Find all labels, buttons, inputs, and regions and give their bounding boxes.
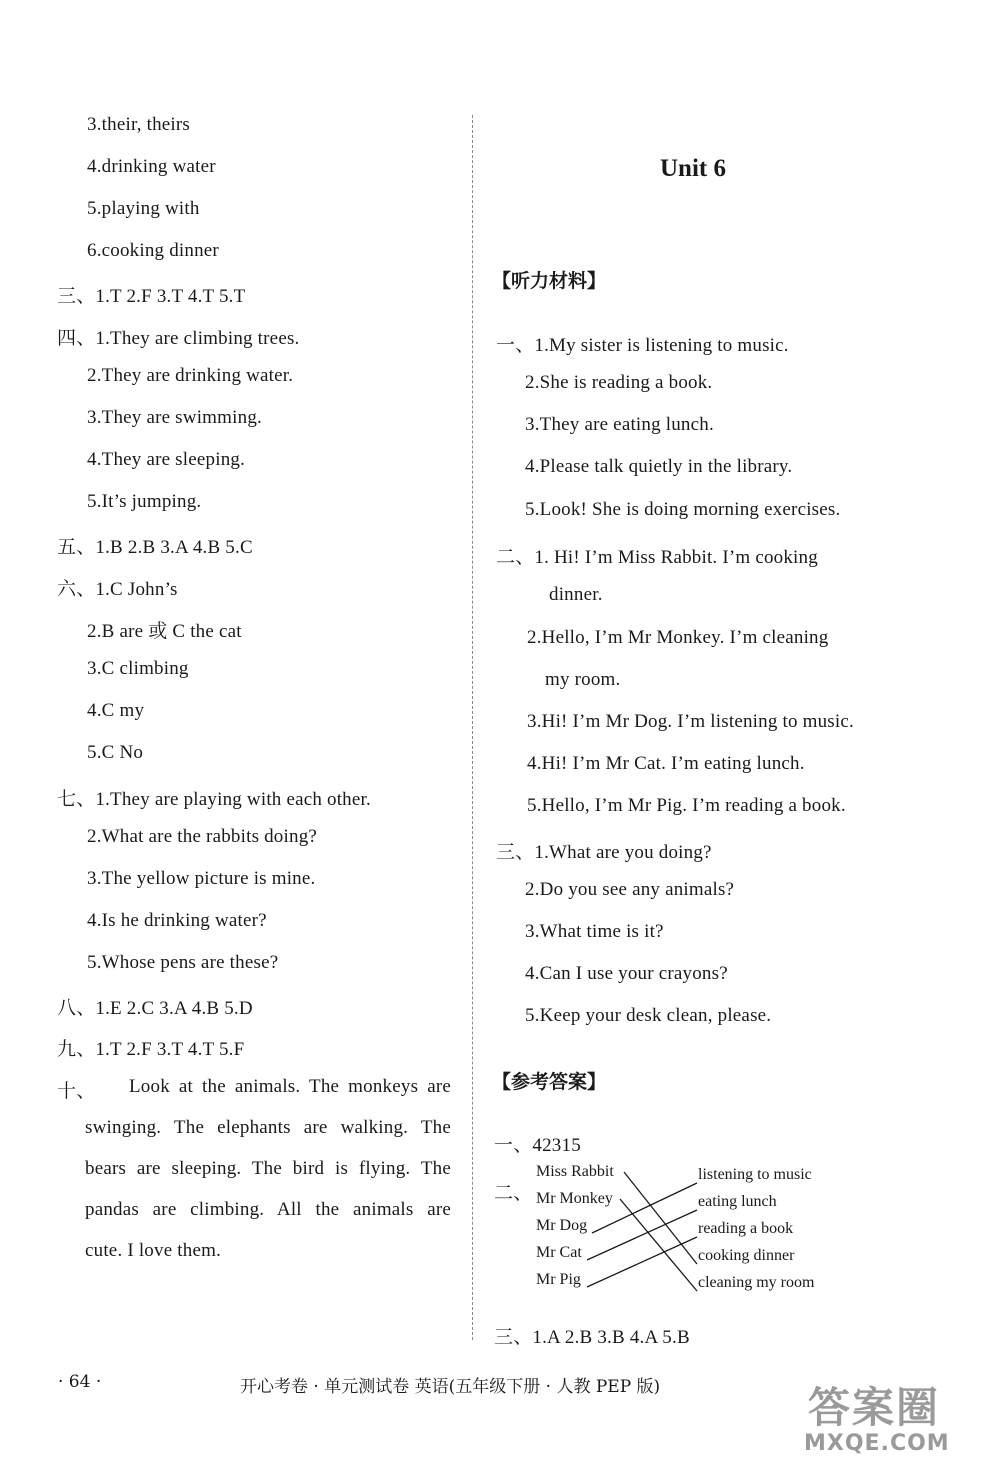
watermark-logo [800, 1375, 990, 1465]
answer-line: 5.playing with [87, 198, 200, 219]
answer-line: 3.their, theirs [87, 114, 191, 135]
section-9-answers: 九、1.T 2.F 3.T 4.T 5.F [57, 1039, 245, 1060]
listening-line: 5.Keep your desk clean, please. [525, 1005, 772, 1026]
section-4-line: 5.It’s jumping. [87, 491, 202, 512]
match-left-item: Mr Dog [536, 1217, 588, 1234]
listening-line: 2.She is reading a book. [525, 372, 713, 393]
listening-line: 4.Can I use your crayons? [525, 963, 728, 984]
section-6-line: 5.C No [87, 742, 144, 763]
section-10-paragraph-line: Look at the animals. The monkeys are [129, 1076, 451, 1097]
match-left-item: Mr Monkey [536, 1190, 613, 1207]
listening-line: 4.Please talk quietly in the library. [525, 456, 793, 477]
section-4-line: 3.They are swimming. [87, 407, 262, 428]
listening-line: 2.Do you see any animals? [525, 879, 735, 900]
section-7-line: 七、1.They are playing with each other. [57, 789, 371, 810]
listening-line: 3.They are eating lunch. [525, 414, 714, 435]
match-left-item: Mr Cat [536, 1244, 582, 1261]
listening-line: 3.What time is it? [525, 921, 664, 942]
watermark-top-text: 答案圈 [808, 1383, 941, 1432]
section-10-paragraph-line: swinging. The elephants are walking. The [85, 1117, 451, 1138]
unit-title: Unit 6 [660, 155, 726, 182]
match-right-item: cooking dinner [698, 1247, 795, 1264]
section-7-line: 2.What are the rabbits doing? [87, 826, 318, 847]
listening-line: my room. [545, 669, 621, 690]
book-title: 开心考卷 · 单元测试卷 英语(五年级下册 · 人教 PEP 版) [240, 1377, 661, 1397]
match-left-item: Miss Rabbit [536, 1163, 614, 1180]
section-4-line: 四、1.They are climbing trees. [57, 328, 300, 349]
reference-answer-heading: 【参考答案】 [492, 1071, 607, 1093]
listening-line: 三、1.What are you doing? [496, 842, 712, 863]
match-line [592, 1183, 697, 1233]
match-right-item: eating lunch [698, 1193, 777, 1210]
listening-material-heading: 【听力材料】 [492, 270, 607, 292]
match-line [587, 1210, 697, 1260]
section-10-paragraph-line: cute. I love them. [85, 1240, 222, 1261]
section-7-line: 4.Is he drinking water? [87, 910, 267, 931]
watermark-bottom-text: MXQE.COM [804, 1431, 950, 1456]
section-4-line: 4.They are sleeping. [87, 449, 246, 470]
section-5-answers: 五、1.B 2.B 3.A 4.B 5.C [57, 537, 253, 558]
match-line [587, 1237, 697, 1287]
section-10-prefix: 十、 [57, 1081, 96, 1102]
answer-line: 6.cooking dinner [87, 240, 219, 261]
answer-2-prefix: 二、 [494, 1183, 533, 1204]
section-6-line: 六、1.C John’s [57, 579, 178, 600]
section-6-line: 4.C my [87, 700, 145, 721]
section-7-line: 3.The yellow picture is mine. [87, 868, 316, 889]
listening-line: 一、1.My sister is listening to music. [496, 335, 789, 356]
match-left-item: Mr Pig [536, 1271, 581, 1288]
section-3-answers: 三、1.T 2.F 3.T 4.T 5.T [57, 286, 246, 307]
listening-line: 二、1. Hi! I’m Miss Rabbit. I’m cooking [496, 547, 818, 568]
section-8-answers: 八、1.E 2.C 3.A 4.B 5.D [57, 998, 253, 1019]
section-10-paragraph-line: pandas are climbing. All the animals are [85, 1199, 451, 1220]
section-10-paragraph-line: bears are sleeping. The bird is flying. The [85, 1158, 451, 1179]
match-right-item: reading a book [698, 1220, 794, 1237]
section-6-line: 2.B are 或 C the cat [87, 621, 242, 642]
answer-3: 三、1.A 2.B 3.B 4.A 5.B [494, 1327, 690, 1348]
listening-line: 4.Hi! I’m Mr Cat. I’m eating lunch. [527, 753, 805, 774]
listening-line: 2.Hello, I’m Mr Monkey. I’m cleaning [527, 627, 829, 648]
page-number: · 64 · [58, 1372, 102, 1392]
match-right-item: listening to music [698, 1166, 812, 1183]
match-right-item: cleaning my room [698, 1274, 815, 1291]
section-6-line: 3.C climbing [87, 658, 189, 679]
answer-1: 一、42315 [494, 1135, 581, 1156]
match-line [620, 1199, 697, 1291]
match-line [624, 1172, 697, 1264]
section-4-line: 2.They are drinking water. [87, 365, 294, 386]
listening-line: 5.Look! She is doing morning exercises. [525, 499, 841, 520]
listening-line: 5.Hello, I’m Mr Pig. I’m reading a book. [527, 795, 846, 816]
answer-line: 4.drinking water [87, 156, 216, 177]
listening-line: dinner. [549, 584, 603, 605]
listening-line: 3.Hi! I’m Mr Dog. I’m listening to music. [527, 711, 854, 732]
section-7-line: 5.Whose pens are these? [87, 952, 279, 973]
